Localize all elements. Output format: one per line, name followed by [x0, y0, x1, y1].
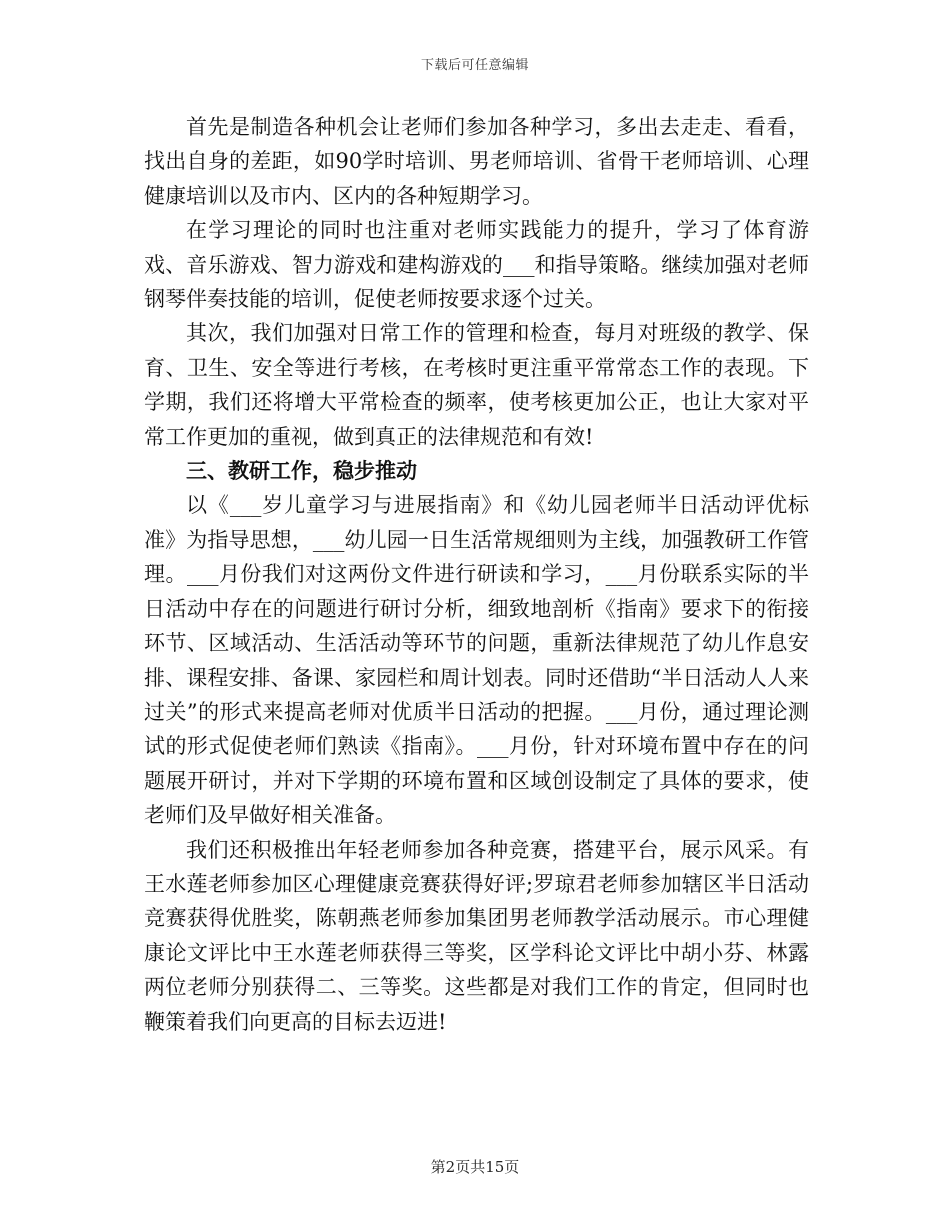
paragraph-research: 以《___岁儿童学习与进展指南》和《幼儿园老师半日活动评优标准》为指导思想，___幼儿园一日生活常规细则为主线，加强教研工作管理。___月份我们对这两份文件进行研读和学习，___月份联系实际的半日活动中存在的问题进行研讨分析，细致地剖析《指南》要求下的衔接环节、区域活动、生活活动等环节的问题，重新法律规范了幼儿作息安排、课程安排、备课、家园栏和周计划表。同时还借助“半日活动人人来过关”的形式来提高老师对优质半日活动的把握。___月份，通过理论测试的形式促使老师们熟读《指南》。___月份，针对环境布置中存在的问题展开研讨，并对下学期的环境布置和区域创设制定了具体的要求，使老师们及早做好相关准备。 [144, 493, 809, 828]
document-body [144, 110, 809, 1039]
paragraph-competition: 我们还积极推出年轻老师参加各种竞赛，搭建平台，展示风采。有王水莲老师参加区心理健康竞赛获得好评;罗琼君老师参加辖区半日活动竞赛获得优胜奖，陈朝燕老师参加集团男老师教学活动展示。市心理健康论文评比中王水莲老师获得三等奖，区学科论文评比中胡小芬、林露两位老师分别获得二、三等奖。这些都是对我们工作的肯定，但同时也鞭策着我们向更高的目标去迈进! [144, 837, 809, 1034]
paragraph-training: 首先是制造各种机会让老师们参加各种学习，多出去走走、看看，找出自身的差距，如90学时培训、男老师培训、省骨干老师培训、心理健康培训以及市内、区内的各种短期学习。 [144, 115, 809, 208]
page-number: 第2页共15页 [430, 1158, 520, 1176]
page-header: 下载后可任意编辑 [420, 58, 529, 73]
paragraph-management: 其次，我们加强对日常工作的管理和检查，每月对班级的教学、保育、卫生、安全等进行考核，在考核时更注重平常常态工作的表现。下学期，我们还将增大平常检查的频率，使考核更加公正，也让大家对平常工作更加的重视，做到真正的法律规范和有效! [144, 321, 809, 449]
section-heading: 三、教研工作，稳步推动 [186, 458, 417, 484]
paragraph-practice: 在学习理论的同时也注重对老师实践能力的提升，学习了体育游戏、音乐游戏、智力游戏和建构游戏的___和指导策略。继续加强对老师钢琴伴奏技能的培训，促使老师按要求逐个过关。 [144, 218, 809, 312]
